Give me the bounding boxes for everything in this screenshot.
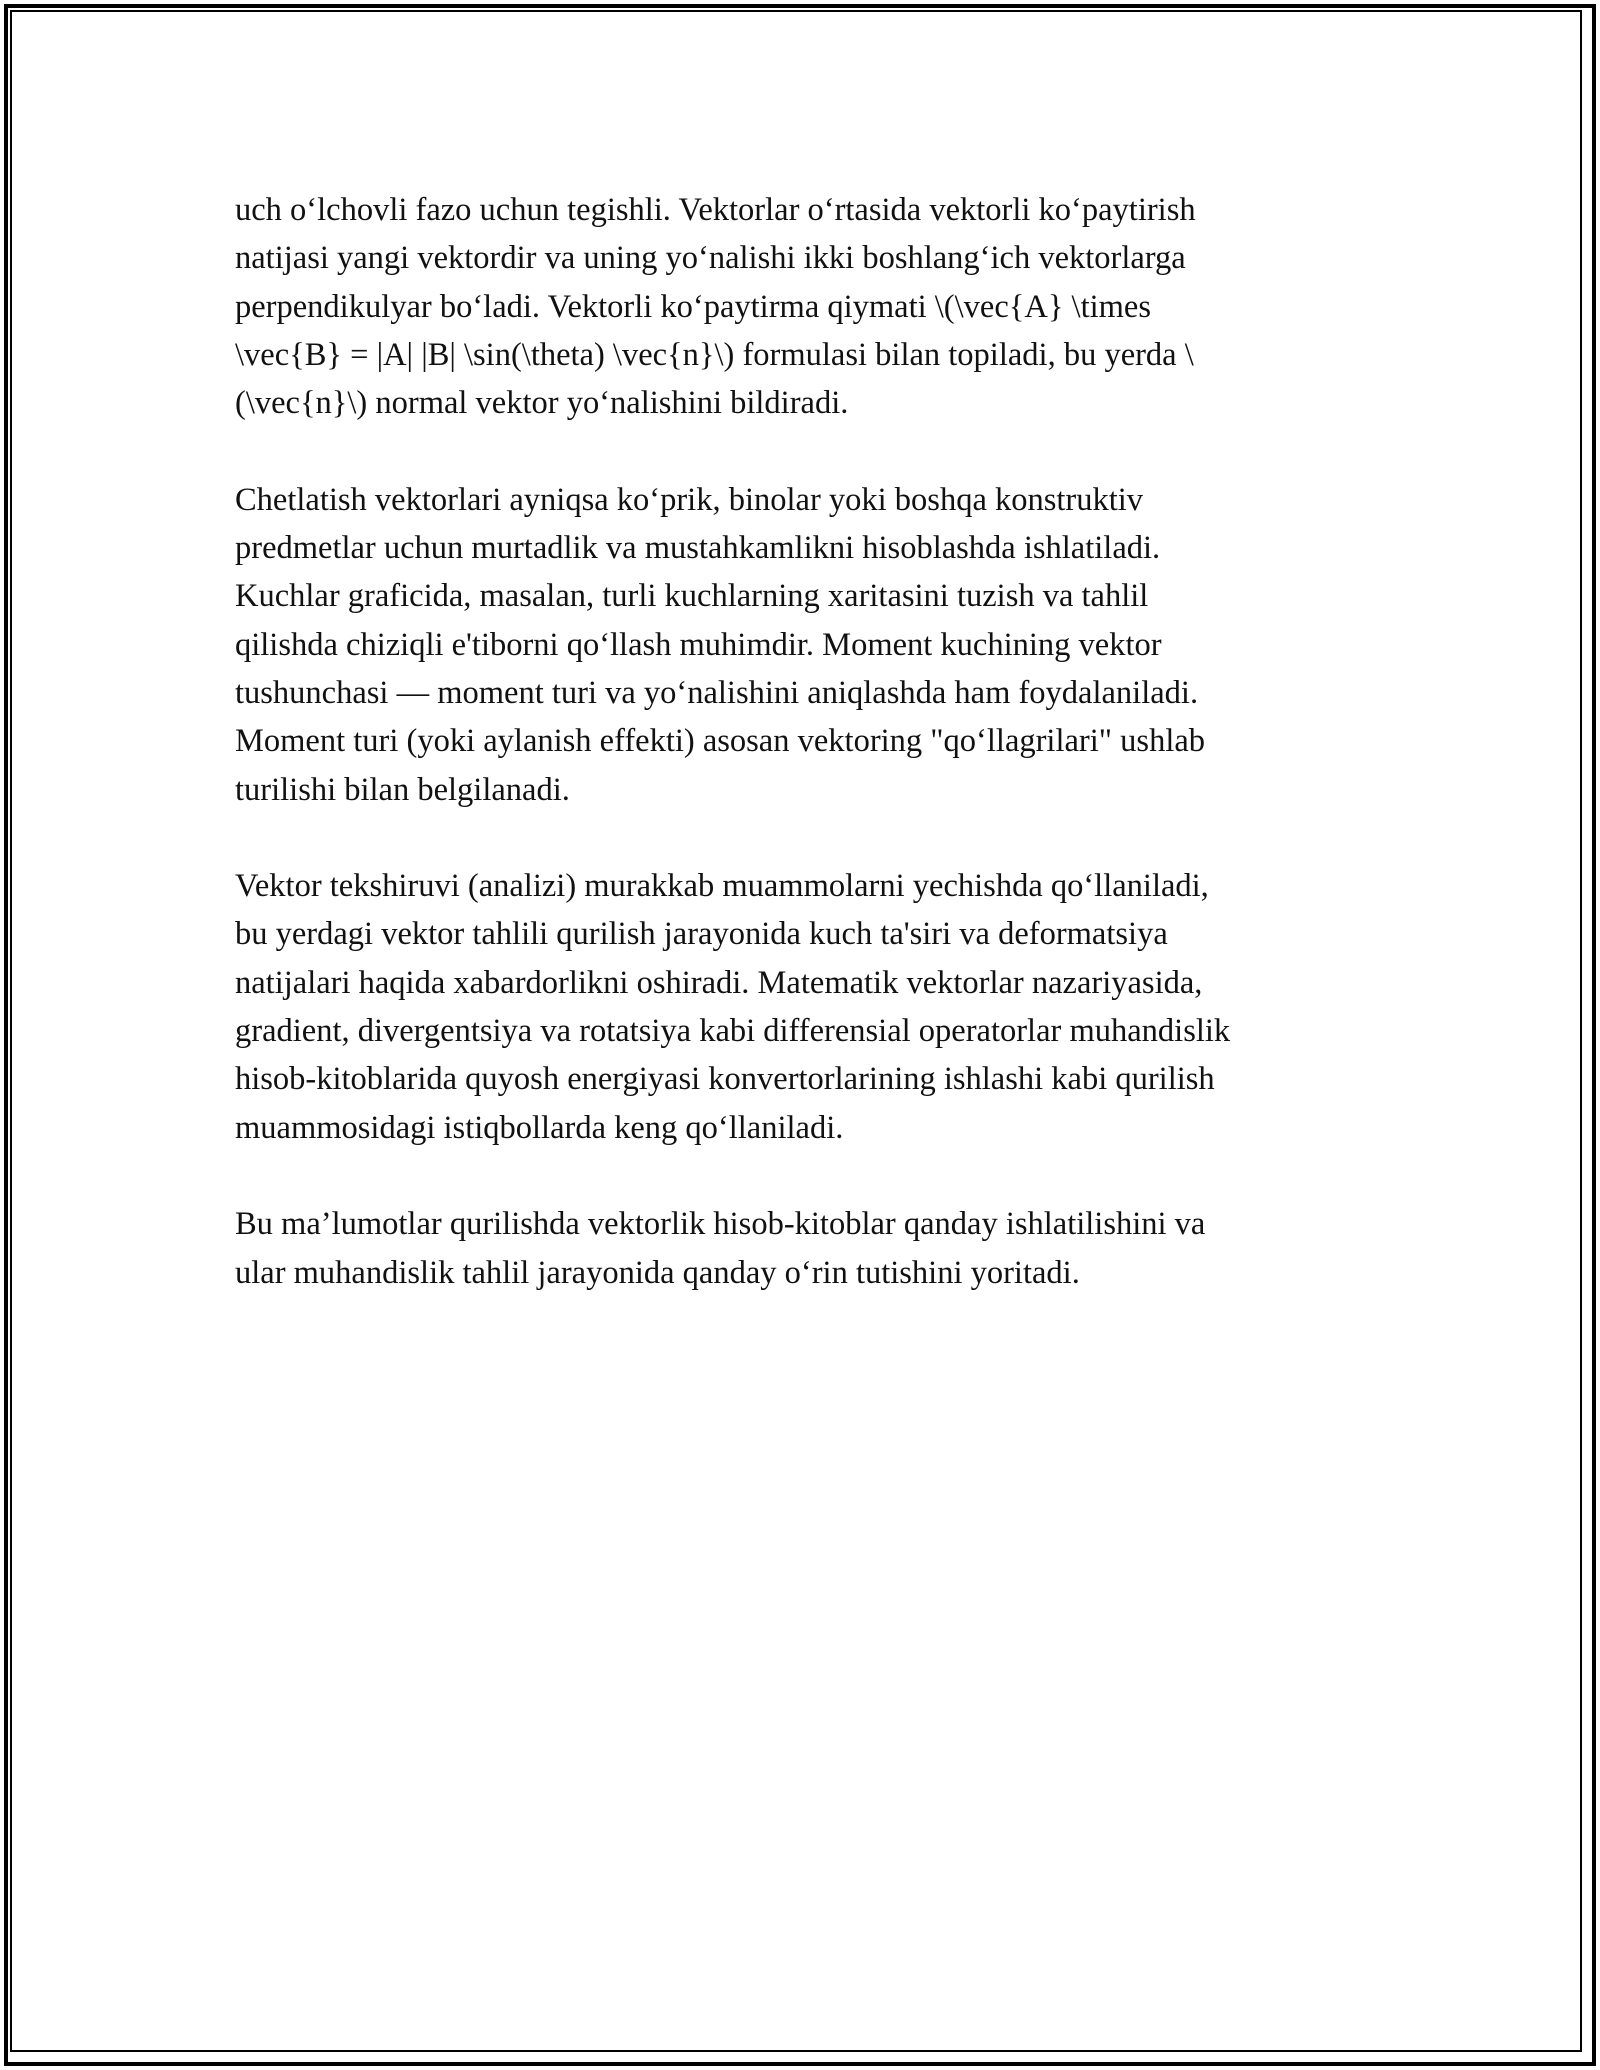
text-line: tushunchasi — moment turi va yo‘nalishini aniqlashda ham foydalaniladi. xyxy=(235,674,1199,711)
text-line: predmetlar uchun murtadlik va mustahkamlikni hisoblashda ishlatiladi. xyxy=(235,530,1161,567)
text-line: ular muhandislik tahlil jarayonida qanday o‘rin tutishini yoritadi. xyxy=(235,1254,1080,1291)
text-line: Bu ma’lumotlar qurilishda vektorlik hisob-kitoblar qanday ishlatilishini va xyxy=(235,1206,1206,1243)
text-line: Chetlatish vektorlari ayniqsa ko‘prik, binolar yoki boshqa konstruktiv xyxy=(235,481,1144,518)
text-line: Moment turi (yoki aylanish effekti) asosan vektoring "qo‘llagrilari" ushlab xyxy=(235,723,1206,760)
text-line: Vektor tekshiruvi (analizi) murakkab muammolarni yechishda qo‘llaniladi, xyxy=(235,868,1209,905)
paragraph-4 xyxy=(235,1200,1375,1297)
text-line: muammosidagi istiqbollarda keng qo‘llaniladi. xyxy=(235,1109,844,1146)
text-line: uch o‘lchovli fazo uchun tegishli. Vektorlar o‘rtasida vektorli ko‘paytirish xyxy=(235,192,1196,228)
paragraph-1 xyxy=(235,186,1375,427)
text-line: \vec{B} = |A| |B| \sin(\theta) \vec{n}\) formulasi bilan topiladi, bu yerda \ xyxy=(235,336,1194,373)
text-line: perpendikulyar bo‘ladi. Vektorli ko‘paytirma qiymati \(\vec{A} \times xyxy=(235,288,1151,325)
text-line: natijasi yangi vektordir va uning yo‘nalishi ikki boshlang‘ich vektorlarga xyxy=(235,240,1186,277)
paragraph-3 xyxy=(235,862,1375,1152)
text-line: (\vec{n}\) normal vektor yo‘nalishini bildiradi. xyxy=(235,385,849,422)
document-body xyxy=(235,186,1375,1345)
text-line: bu yerdagi vektor tahlili qurilish jarayonida kuch ta'siri va deformatsiya xyxy=(235,916,1168,953)
text-line: turilishi bilan belgilanadi. xyxy=(235,771,570,808)
paragraph-2 xyxy=(235,476,1375,814)
text-line: qilishda chiziqli e'tiborni qo‘llash muhimdir. Moment kuchining vektor xyxy=(235,626,1162,663)
text-line: natijalari haqida xabardorlikni oshiradi. Matematik vektorlar nazariyasida, xyxy=(235,964,1203,1001)
text-line: hisob-kitoblarida quyosh energiyasi konvertorlarining ishlashi kabi qurilish xyxy=(235,1061,1215,1098)
text-line: Kuchlar graficida, masalan, turli kuchlarning xaritasini tuzish va tahlil xyxy=(235,578,1149,615)
text-line: gradient, divergentsiya va rotatsiya kabi differensial operatorlar muhandislik xyxy=(235,1013,1231,1050)
